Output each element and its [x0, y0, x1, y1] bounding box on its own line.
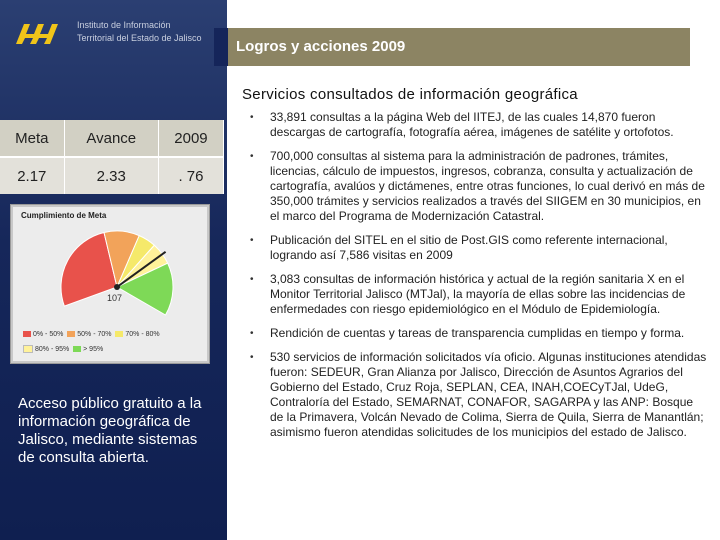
goal-table-value-avance: 2.33 [64, 157, 158, 194]
institution-name-line2: Territorial del Estado de Jalisco [77, 33, 202, 43]
bullet-marker: • [250, 151, 254, 162]
legend-label-4: > 95% [83, 345, 104, 353]
bullet-marker: • [250, 112, 254, 123]
institution-name [77, 19, 222, 45]
legend-label-1: 50% - 70% [77, 331, 112, 338]
title-banner [214, 28, 690, 66]
bullet-text: Publicación del SITEL en el sitio de Post.GIS como referente internacional, logrando así 7,586 visitas en 2009 [270, 233, 668, 262]
page-title: Logros y acciones 2009 [236, 38, 406, 55]
goal-table-header-meta: Meta [0, 120, 64, 157]
bullet-text: 530 servicios de información solicitados vía oficio. Algunas instituciones atendidas fueron: SEDEUR, Gran Alianza por Jalisco, Dirección de Asuntos Agrarios del Gobierno del Estado, Cruz Roja, SEPLAN, CEA, INAH,COECyTJal, UdeG, Contraloría del Estado, SEMARNAT, CONAFOR, SAGARPA y las ANP: Bosque de la Primavera, Volcán Nevado de Colima, Sierra de Quila, Sierra de Manantlán; asimismo fueron atendidas solicitudes de los municipios del estado de Jalisco. [270, 350, 707, 439]
goal-table-header-year: 2009 [158, 120, 223, 157]
bullet-text: 33,891 consultas a la página Web del IITEJ, de las cuales 14,870 fueron descargas de cartografía, fotografía aérea, imágenes de satélite y ortofotos. [270, 110, 674, 139]
legend-item-4 [73, 346, 103, 353]
bullet-marker: • [250, 235, 254, 246]
legend-item-0 [23, 331, 63, 338]
goal-table-value-meta: 2.17 [0, 157, 64, 194]
bullet-marker: • [250, 352, 254, 363]
gauge-svg [13, 219, 207, 337]
legend-item-3 [23, 346, 69, 353]
institution-name-line1: Instituto de Información [77, 20, 171, 30]
gauge-chart-frame [10, 204, 210, 364]
bullet-item [250, 272, 708, 317]
bullet-item [250, 233, 708, 263]
goal-table-header-row [0, 120, 224, 157]
bullet-item [250, 149, 708, 224]
goal-table-header-avance: Avance [64, 120, 158, 157]
institution-logo [14, 20, 60, 46]
gauge-legend-row-1 [23, 331, 160, 338]
gauge-value-label: 107 [107, 293, 123, 303]
legend-item-2 [115, 331, 159, 338]
legend-label-3: 80% - 95% [35, 345, 70, 353]
legend-swatch-1 [67, 331, 75, 337]
legend-item-1 [67, 331, 111, 338]
services-bullet-list [250, 110, 708, 449]
gauge-legend-row-2 [23, 345, 103, 353]
gauge-chart [13, 207, 207, 361]
legend-swatch-0 [23, 331, 31, 337]
legend-label-2: 70% - 80% [125, 331, 160, 338]
gauge-chart-title: Cumplimiento de Meta [21, 211, 107, 220]
bullet-text: 700,000 consultas al sistema para la administración de padrones, trámites, licencias, cálculo de impuestos, ingresos, cobranza, consulta y actualización de cartografía, avalúos y dictámenes, entre otras funciones, lo cual derivó en más de 350,000 trámites y servicios realizados a través del SIIGEM en 30 municipios, en el marco del Programa de Modernización Catastral. [270, 149, 705, 223]
legend-swatch-3 [23, 345, 33, 353]
bullet-item [250, 326, 708, 341]
bullet-marker: • [250, 328, 254, 339]
legend-swatch-2 [115, 331, 123, 337]
section-subtitle: Servicios consultados de información geográfica [242, 86, 578, 103]
goal-table-value-row [0, 157, 224, 194]
goal-table [0, 120, 224, 194]
public-access-text: Acceso público gratuito a la información geográfica de Jalisco, mediante sistemas de consulta abierta. [18, 395, 202, 466]
bullet-text: 3,083 consultas de información histórica y actual de la región sanitaria X en el Monitor Territorial Jalisco (MTJal), la mayoría de ellas sobre las incidencias de enfermedades con riesgo epidemiológico en el Módulo de Epidemiología. [270, 272, 686, 316]
bullet-item [250, 350, 708, 440]
legend-swatch-4 [73, 346, 81, 352]
goal-table-value-year: . 76 [158, 157, 223, 194]
legend-label-0: 0% - 50% [33, 331, 64, 338]
gauge-hub [114, 284, 120, 290]
bullet-text: Rendición de cuentas y tareas de transparencia cumplidas en tiempo y forma. [270, 326, 685, 340]
bullet-marker: • [250, 274, 254, 285]
bullet-item [250, 110, 708, 140]
